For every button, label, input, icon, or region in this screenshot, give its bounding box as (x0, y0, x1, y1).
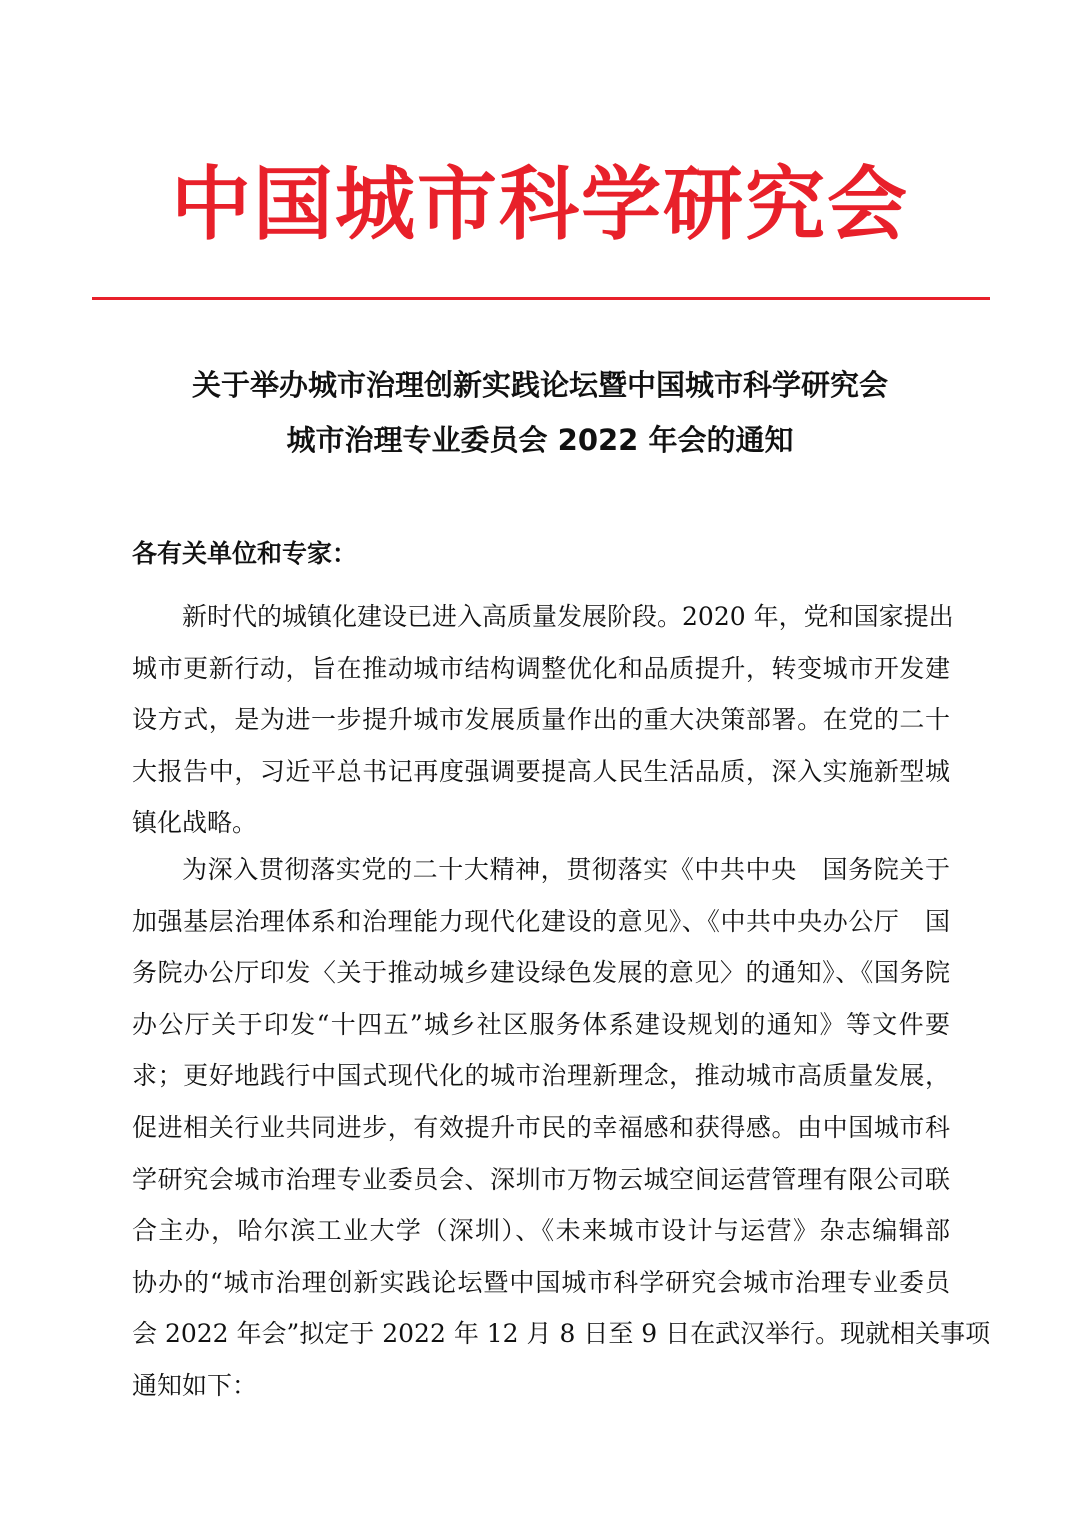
paragraph-2-line: 办公厅关于印发“十四五”城乡社区服务体系建设规划的通知》等文件要 (132, 1009, 950, 1039)
paragraph-2-line: 促进相关行业共同进步，有效提升市民的幸福感和获得感。由中国城市科 (132, 1113, 950, 1142)
paragraph-1-line: 设方式，是为进一步提升城市发展质量作出的重大决策部署。在党的二十 (132, 705, 950, 735)
paragraph-2-line: 学研究会城市治理专业委员会、深圳市万物云城空间运营管理有限公司联 (132, 1164, 950, 1194)
document-title-line2: 城市治理专业委员会 2022 年会的通知 (286, 423, 794, 457)
paragraph-1-line: 新时代的城镇化建设已进入高质量发展阶段。2020 年，党和国家提出 (182, 602, 954, 631)
organization-header: 中国城市科学研究会 (171, 158, 909, 251)
paragraph-2-line: 求；更好地践行中国式现代化的城市治理新理念，推动城市高质量发展， (132, 1061, 950, 1091)
paragraph-2-line: 通知如下： (132, 1371, 258, 1400)
header-divider (92, 297, 990, 300)
document-title-line1: 关于举办城市治理创新实践论坛暨中国城市科学研究会 (191, 368, 888, 402)
paragraph-1-line: 城市更新行动，旨在推动城市结构调整优化和品质提升，转变城市开发建 (132, 653, 950, 683)
paragraph-1-line: 大报告中，习近平总书记再度强调要提高人民生活品质，深入实施新型城 (132, 756, 950, 786)
paragraph-1-line: 镇化战略。 (132, 808, 258, 838)
paragraph-2-line: 会 2022 年会”拟定于 2022 年 12 月 8 日至 9 日在武汉举行。现就相关事项 (132, 1319, 991, 1349)
paragraph-2-line: 为深入贯彻落实党的二十大精神，贯彻落实《中共中央 国务院关于 (182, 855, 950, 884)
paragraph-2-line: 合主办，哈尔滨工业大学（深圳）、《未来城市设计与运营》杂志编辑部 (132, 1216, 950, 1246)
paragraph-2-line: 务院办公厅印发〈关于推动城乡建设绿色发展的意见〉的通知》、《国务院 (132, 958, 950, 988)
salutation: 各有关单位和专家： (132, 539, 358, 568)
paragraph-2-line: 加强基层治理体系和治理能力现代化建设的意见》、《中共中央办公厅 国 (132, 906, 950, 936)
paragraph-2-line: 协办的“城市治理创新实践论坛暨中国城市科学研究会城市治理专业委员 (132, 1267, 950, 1297)
